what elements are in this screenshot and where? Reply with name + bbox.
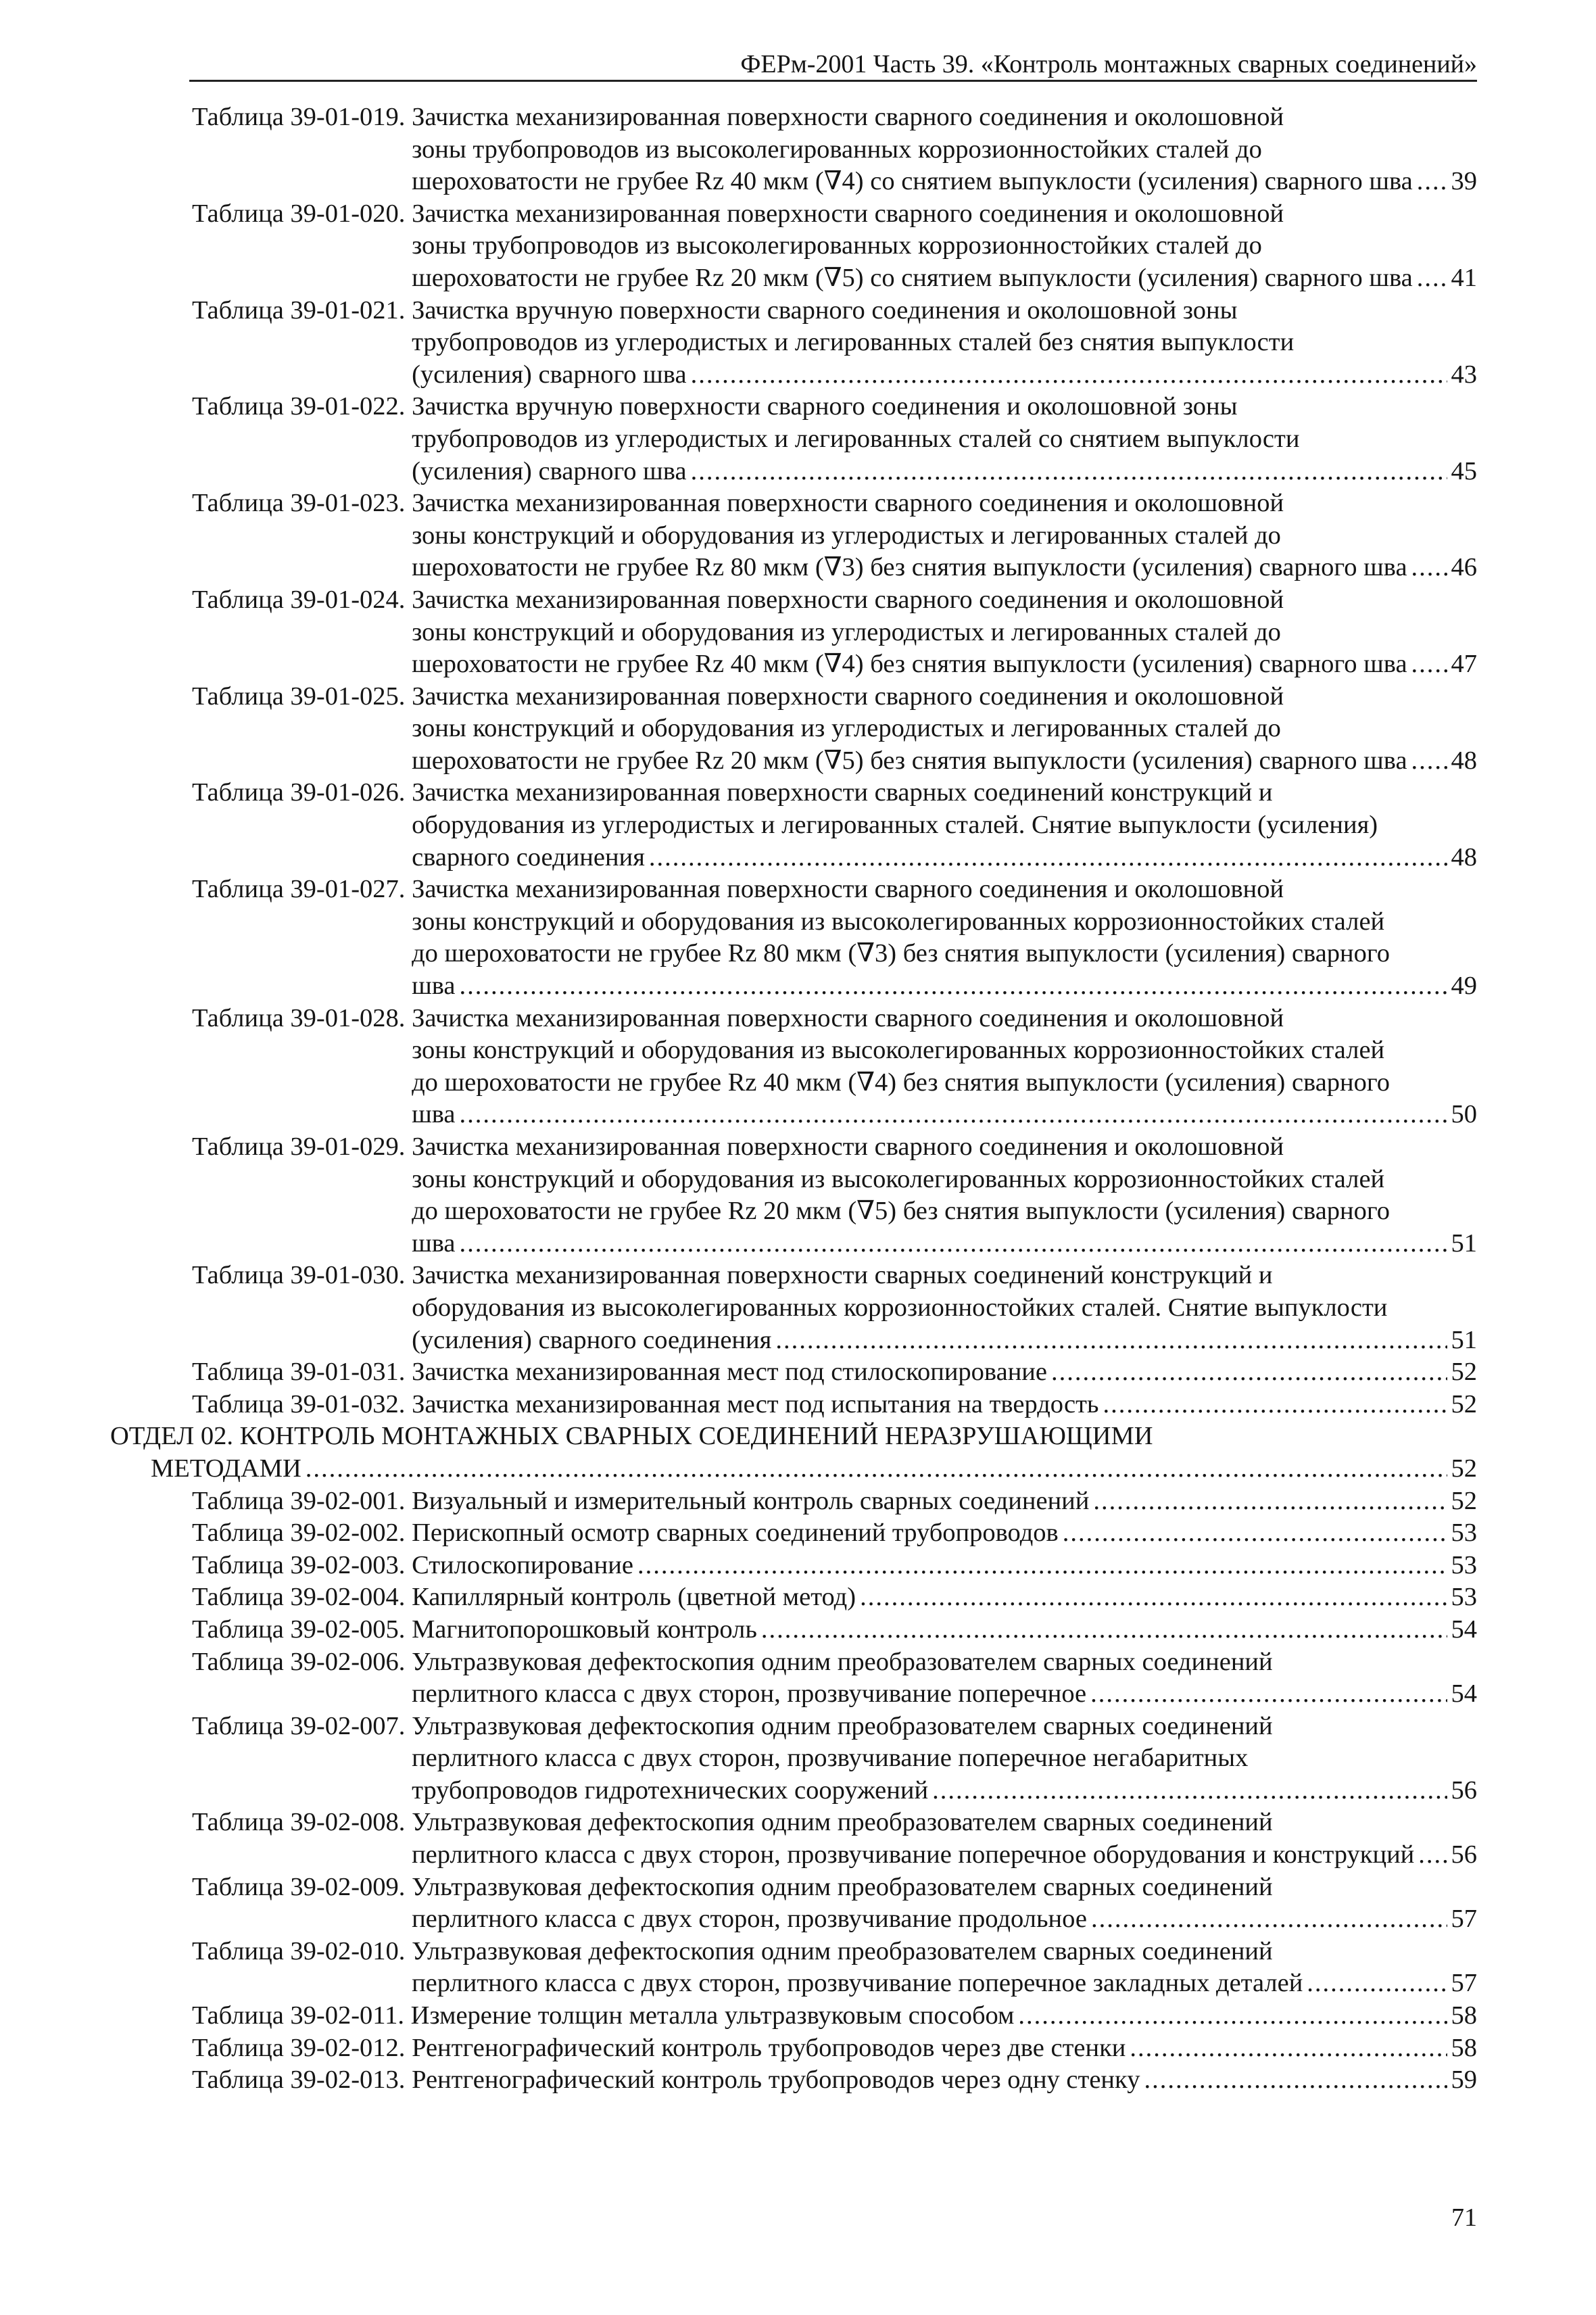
toc-page-number: 52 — [1451, 1358, 1477, 1387]
toc-page-number: 41 — [1451, 263, 1477, 292]
toc-entry-code: Таблица 39-02-010. — [192, 1936, 406, 1965]
toc-entry-line: зоны конструкций и оборудования из углеродистых и легированных сталей до — [412, 521, 1281, 550]
toc-entry-line: шероховатости не грубее Rz 40 мкм (∇4) без снятия выпуклости (усиления) сварного шва — [412, 650, 1407, 679]
toc-entry-code: Таблица 39-01-030. — [192, 1261, 406, 1290]
toc-entry-line: Зачистка механизированная поверхности сварных соединений конструкций и — [412, 1261, 1273, 1290]
toc-page-number: 46 — [1451, 553, 1477, 582]
toc-page-number: 56 — [1451, 1840, 1477, 1869]
toc-table-entry — [110, 295, 1477, 391]
leader-dots — [1307, 1967, 1447, 2000]
toc-entry-last-line — [412, 745, 1477, 778]
toc-entry-last-line — [412, 1324, 1477, 1357]
toc-entry-code: Таблица 39-02-011. — [192, 2001, 404, 2030]
toc-entry-line: трубопроводов из углеродистых и легированных сталей со снятием выпуклости — [412, 424, 1300, 453]
toc-table-entry — [110, 584, 1477, 681]
toc-entry-code: Таблица 39-01-021. — [192, 295, 406, 325]
toc-entry-line: Зачистка вручную поверхности сварного соединения и околошовной зоны — [412, 295, 1238, 325]
toc-entry-line: перлитного класса с двух сторон, прозвучивание поперечное — [412, 1679, 1087, 1709]
toc-entry-last-line — [412, 456, 1477, 488]
toc-table-entry — [110, 2000, 1477, 2032]
toc-page-number: 50 — [1451, 1100, 1477, 1129]
toc-entry-body — [110, 1421, 1477, 1485]
toc-table-entry — [110, 198, 1477, 295]
toc-entry-body — [411, 2000, 1477, 2032]
leader-dots — [1417, 262, 1447, 295]
toc-entry-code: Таблица 39-01-023. — [192, 489, 406, 518]
toc-entry-line: зоны трубопроводов из высоколегированных коррозионностойких сталей до — [412, 231, 1262, 260]
toc-entry-line: Зачистка механизированная поверхности сварного соединения и околошовной — [412, 585, 1284, 614]
toc-entry-line: зоны конструкций и оборудования из высоколегированных коррозионностойких сталей — [412, 1036, 1385, 1065]
toc-entry-line: перлитного класса с двух сторон, прозвучивание поперечное закладных деталей — [412, 1969, 1303, 1998]
toc-table-entry — [110, 1389, 1477, 1421]
toc-page-number: 58 — [1451, 2033, 1477, 2062]
leader-dots — [1411, 745, 1447, 778]
toc-entry-line: Зачистка механизированная мест под стилоскопирование — [412, 1358, 1047, 1387]
toc-entry-body — [412, 198, 1477, 295]
page-number: 71 — [1451, 2203, 1477, 2232]
leader-dots — [1411, 552, 1447, 584]
toc-entry-line: МЕТОДАМИ — [151, 1454, 301, 1483]
toc-entry-last-line — [412, 2032, 1477, 2065]
toc-entry-line: перлитного класса с двух сторон, прозвучивание поперечное негабаритных — [412, 1744, 1249, 1773]
toc-entry-line: зоны конструкций и оборудования из высоколегированных коррозионностойких сталей — [412, 1164, 1385, 1193]
toc-page-number: 56 — [1451, 1775, 1477, 1805]
toc-table-entry — [110, 1581, 1477, 1614]
toc-entry-line: зоны конструкций и оборудования из углеродистых и легированных сталей до — [412, 714, 1281, 743]
toc-table-entry — [110, 777, 1477, 874]
toc-table-entry — [110, 1517, 1477, 1550]
toc-table-entry — [110, 681, 1477, 778]
toc-entry-line: Зачистка механизированная поверхности сварного соединения и околошовной — [412, 682, 1284, 711]
toc-table-entry — [110, 2064, 1477, 2097]
leader-dots — [649, 842, 1447, 874]
leader-dots — [459, 1099, 1447, 1131]
toc-page-number: 48 — [1451, 746, 1477, 775]
toc-entry-body — [412, 584, 1477, 681]
toc-entry-body — [412, 1131, 1477, 1260]
toc-entry-body — [412, 487, 1477, 584]
toc-entry-body — [412, 1517, 1477, 1550]
toc-entry-line: Капиллярный контроль (цветной метод) — [412, 1583, 856, 1612]
toc-entry-body — [412, 295, 1477, 391]
toc-entry-last-line — [412, 970, 1477, 1003]
toc-entry-code: Таблица 39-02-006. — [192, 1647, 406, 1676]
toc-page-number: 57 — [1451, 1969, 1477, 1998]
toc-entry-line: (усиления) сварного шва — [412, 456, 687, 485]
toc-table-entry — [110, 1711, 1477, 1807]
leader-dots — [932, 1775, 1447, 1807]
toc-entry-line: шероховатости не грубее Rz 40 мкм (∇4) со снятием выпуклости (усиления) сварного шва — [412, 167, 1413, 196]
toc-entry-code: Таблица 39-01-019. — [192, 103, 406, 131]
toc-entry-line: Зачистка механизированная поверхности сварного соединения и околошовной — [412, 199, 1284, 228]
toc-entry-body — [412, 1581, 1477, 1614]
toc-page-number: 53 — [1451, 1550, 1477, 1579]
toc-entry-last-line — [412, 1517, 1477, 1550]
toc-page-number: 58 — [1451, 2001, 1477, 2030]
toc-entry-body — [412, 1389, 1477, 1421]
table-of-contents — [110, 101, 1477, 2097]
toc-entry-code: Таблица 39-02-007. — [192, 1711, 406, 1740]
toc-entry-body — [412, 874, 1477, 1002]
toc-entry-line: Зачистка вручную поверхности сварного соединения и околошовной зоны — [412, 392, 1238, 421]
toc-entry-line: Зачистка механизированная поверхности сварного соединения и околошовной — [412, 875, 1284, 904]
toc-entry-last-line — [412, 552, 1477, 584]
toc-entry-line: оборудования из углеродистых и легированных сталей. Снятие выпуклости (усиления) — [412, 811, 1378, 840]
leader-dots — [691, 456, 1447, 488]
toc-entry-line: Зачистка механизированная поверхности сварного соединения и околошовной — [412, 489, 1284, 518]
toc-entry-line: Зачистка механизированная поверхности сварного соединения и околошовной — [412, 103, 1284, 131]
leader-dots — [1418, 1839, 1447, 1871]
toc-entry-line: сварного соединения — [412, 842, 645, 872]
toc-entry-line: (усиления) сварного соединения — [412, 1325, 772, 1354]
toc-table-entry — [110, 391, 1477, 487]
toc-entry-line: шероховатости не грубее Rz 20 мкм (∇5) без снятия выпуклости (усиления) сварного шва — [412, 746, 1407, 775]
toc-entry-line: перлитного класса с двух сторон, прозвучивание поперечное оборудования и конструкций — [412, 1840, 1415, 1869]
toc-table-entry — [110, 2032, 1477, 2065]
toc-entry-code: Таблица 39-02-001. — [192, 1486, 406, 1515]
toc-entry-last-line — [412, 648, 1477, 681]
toc-entry-body — [412, 2032, 1477, 2065]
toc-entry-code: Таблица 39-01-031. — [192, 1358, 406, 1387]
toc-entry-line: Зачистка механизированная поверхности сварных соединений конструкций и — [412, 778, 1273, 807]
toc-entry-last-line — [412, 1581, 1477, 1614]
toc-entry-code: Таблица 39-01-029. — [192, 1132, 406, 1161]
toc-table-entry — [110, 1614, 1477, 1646]
toc-entry-body — [412, 1614, 1477, 1646]
toc-entry-last-line — [412, 1775, 1477, 1807]
toc-table-entry — [110, 1550, 1477, 1582]
toc-table-entry — [110, 1356, 1477, 1389]
toc-table-entry — [110, 1260, 1477, 1356]
toc-page-number: 53 — [1451, 1583, 1477, 1612]
header-rule — [189, 80, 1477, 82]
toc-entry-code: Таблица 39-01-026. — [192, 778, 406, 807]
toc-table-entry — [110, 1003, 1477, 1131]
toc-entry-last-line — [412, 359, 1477, 391]
toc-entry-body — [412, 1356, 1477, 1389]
toc-table-entry — [110, 101, 1477, 198]
toc-entry-body — [412, 1936, 1477, 2000]
toc-page-number: 52 — [1451, 1389, 1477, 1418]
toc-page-number: 43 — [1451, 360, 1477, 389]
toc-table-entry — [110, 1871, 1477, 1936]
toc-entry-code: Таблица 39-01-020. — [192, 199, 406, 228]
toc-entry-line: Рентгенографический контроль трубопроводов через две стенки — [412, 2033, 1126, 2062]
toc-entry-code: Таблица 39-02-008. — [192, 1808, 406, 1837]
toc-entry-line: шва — [412, 972, 456, 1001]
toc-entry-last-line — [412, 1550, 1477, 1582]
toc-entry-last-line — [412, 1967, 1477, 2000]
toc-entry-line: Визуальный и измерительный контроль сварных соединений — [412, 1486, 1090, 1515]
toc-entry-line: ОТДЕЛ 02. КОНТРОЛЬ МОНТАЖНЫХ СВАРНЫХ СОЕДИНЕНИЙ НЕРАЗРУШАЮЩИМИ — [110, 1422, 1153, 1451]
toc-entry-body — [412, 391, 1477, 487]
toc-table-entry — [110, 1485, 1477, 1518]
toc-table-entry — [110, 487, 1477, 584]
leader-dots — [459, 970, 1447, 1003]
leader-dots — [306, 1453, 1447, 1485]
toc-entry-last-line — [411, 2000, 1477, 2032]
toc-entry-code: Таблица 39-02-012. — [192, 2033, 406, 2062]
toc-entry-line: Зачистка механизированная мест под испытания на твердость — [412, 1389, 1099, 1418]
toc-entry-code: Таблица 39-02-005. — [192, 1615, 406, 1644]
toc-page-number: 59 — [1451, 2066, 1477, 2095]
toc-table-entry — [110, 1807, 1477, 1871]
toc-page-number: 52 — [1451, 1486, 1477, 1515]
toc-entry-last-line — [412, 262, 1477, 295]
toc-entry-code: Таблица 39-02-009. — [192, 1872, 406, 1901]
toc-page-number: 57 — [1451, 1905, 1477, 1934]
leader-dots — [1093, 1485, 1447, 1518]
toc-page-number: 47 — [1451, 650, 1477, 679]
toc-entry-line: Зачистка механизированная поверхности сварного соединения и околошовной — [412, 1003, 1284, 1032]
toc-page-number: 51 — [1451, 1325, 1477, 1354]
toc-entry-line: Зачистка механизированная поверхности сварного соединения и околошовной — [412, 1132, 1284, 1161]
toc-entry-line: Ультразвуковая дефектоскопия одним преобразователем сварных соединений — [412, 1872, 1273, 1901]
toc-page-number: 53 — [1451, 1519, 1477, 1548]
leader-dots — [1018, 2000, 1447, 2032]
toc-entry-code: Таблица 39-02-003. — [192, 1550, 406, 1579]
toc-entry-line: шероховатости не грубее Rz 20 мкм (∇5) со снятием выпуклости (усиления) сварного шва — [412, 263, 1413, 292]
toc-section-entry — [110, 1421, 1477, 1485]
leader-dots — [1144, 2064, 1447, 2097]
toc-entry-body — [412, 2064, 1477, 2097]
toc-entry-line: перлитного класса с двух сторон, прозвучивание продольное — [412, 1905, 1087, 1934]
toc-entry-line: до шероховатости не грубее Rz 40 мкм (∇4) без снятия выпуклости (усиления) сварного — [412, 1068, 1390, 1097]
toc-entry-code: Таблица 39-02-002. — [192, 1519, 406, 1548]
leader-dots — [761, 1614, 1447, 1646]
toc-entry-last-line — [412, 1678, 1477, 1711]
leader-dots — [1103, 1389, 1447, 1421]
toc-entry-body — [412, 1260, 1477, 1356]
toc-entry-line: (усиления) сварного шва — [412, 360, 687, 389]
toc-entry-line: зоны трубопроводов из высоколегированных коррозионностойких сталей до — [412, 135, 1262, 164]
toc-entry-body — [412, 1871, 1477, 1936]
toc-page-number: 52 — [1451, 1454, 1477, 1483]
toc-entry-line: Ультразвуковая дефектоскопия одним преобразователем сварных соединений — [412, 1936, 1273, 1965]
toc-table-entry — [110, 1131, 1477, 1260]
leader-dots — [1091, 1903, 1447, 1936]
toc-entry-line: Ультразвуковая дефектоскопия одним преобразователем сварных соединений — [412, 1647, 1273, 1676]
toc-entry-code: Таблица 39-01-028. — [192, 1003, 406, 1032]
toc-entry-body — [412, 1550, 1477, 1582]
toc-entry-code: Таблица 39-02-013. — [192, 2066, 406, 2095]
toc-entry-line: Ультразвуковая дефектоскопия одним преобразователем сварных соединений — [412, 1808, 1273, 1837]
toc-entry-line: Рентгенографический контроль трубопроводов через одну стенку — [412, 2066, 1140, 2095]
toc-entry-body — [412, 681, 1477, 778]
toc-entry-body — [412, 101, 1477, 198]
toc-entry-line: шероховатости не грубее Rz 80 мкм (∇3) без снятия выпуклости (усиления) сварного шва — [412, 553, 1407, 582]
leader-dots — [459, 1228, 1447, 1260]
toc-entry-code: Таблица 39-01-025. — [192, 682, 406, 711]
toc-entry-body — [412, 1646, 1477, 1711]
leader-dots — [1090, 1678, 1447, 1711]
leader-dots — [637, 1550, 1447, 1582]
leader-dots — [1130, 2032, 1447, 2065]
leader-dots — [860, 1581, 1447, 1614]
toc-page-number: 54 — [1451, 1679, 1477, 1709]
toc-entry-line: Перископный осмотр сварных соединений трубопроводов — [412, 1519, 1059, 1548]
toc-entry-line: до шероховатости не грубее Rz 20 мкм (∇5) без снятия выпуклости (усиления) сварного — [412, 1197, 1390, 1226]
toc-entry-code: Таблица 39-01-032. — [192, 1389, 406, 1418]
toc-entry-last-line — [412, 1228, 1477, 1260]
toc-entry-line: зоны конструкций и оборудования из высоколегированных коррозионностойких сталей — [412, 907, 1385, 936]
toc-table-entry — [110, 874, 1477, 1002]
toc-entry-last-line — [412, 1389, 1477, 1421]
toc-entry-body — [412, 1485, 1477, 1518]
toc-entry-last-line — [412, 842, 1477, 874]
toc-entry-code: Таблица 39-01-022. — [192, 392, 406, 421]
toc-page-number: 49 — [1451, 972, 1477, 1001]
toc-entry-last-line — [412, 2064, 1477, 2097]
toc-entry-body — [412, 1711, 1477, 1807]
leader-dots — [1063, 1517, 1447, 1550]
toc-page-number: 54 — [1451, 1615, 1477, 1644]
toc-entry-last-line — [412, 1839, 1477, 1871]
leader-dots — [691, 359, 1447, 391]
toc-entry-line: трубопроводов из углеродистых и легированных сталей без снятия выпуклости — [412, 328, 1295, 357]
toc-entry-last-line — [412, 166, 1477, 198]
leader-dots — [1417, 166, 1447, 198]
toc-entry-line: Измерение толщин металла ультразвуковым способом — [410, 2001, 1015, 2030]
toc-entry-last-line — [110, 1453, 1477, 1485]
toc-entry-line: до шероховатости не грубее Rz 80 мкм (∇3) без снятия выпуклости (усиления) сварного — [412, 939, 1390, 968]
running-header: ФЕРм-2001 Часть 39. «Контроль монтажных сварных соединений» — [740, 50, 1477, 78]
toc-entry-last-line — [412, 1356, 1477, 1389]
toc-entry-code: Таблица 39-01-024. — [192, 585, 406, 614]
toc-page-number: 39 — [1451, 167, 1477, 196]
toc-entry-line: Ультразвуковая дефектоскопия одним преобразователем сварных соединений — [412, 1711, 1273, 1740]
leader-dots — [775, 1324, 1447, 1357]
toc-entry-line: оборудования из высоколегированных коррозионностойких сталей. Снятие выпуклости — [412, 1293, 1388, 1322]
leader-dots — [1411, 648, 1447, 681]
toc-entry-body — [412, 1807, 1477, 1871]
toc-entry-last-line — [412, 1614, 1477, 1646]
toc-entry-line: Стилоскопирование — [412, 1550, 633, 1579]
toc-entry-last-line — [412, 1903, 1477, 1936]
toc-page-number: 45 — [1451, 456, 1477, 485]
toc-table-entry — [110, 1646, 1477, 1711]
toc-page-number: 51 — [1451, 1228, 1477, 1258]
toc-entry-body — [412, 1003, 1477, 1131]
toc-entry-line: зоны конструкций и оборудования из углеродистых и легированных сталей до — [412, 617, 1281, 646]
toc-entry-last-line — [412, 1485, 1477, 1518]
toc-page-number: 48 — [1451, 842, 1477, 872]
toc-entry-last-line — [412, 1099, 1477, 1131]
toc-entry-line: трубопроводов гидротехнических сооружений — [412, 1775, 929, 1805]
toc-table-entry — [110, 1936, 1477, 2000]
toc-entry-line: шва — [412, 1100, 456, 1129]
toc-entry-code: Таблица 39-01-027. — [192, 875, 406, 904]
toc-entry-line: Магнитопорошковый контроль — [412, 1615, 757, 1644]
toc-entry-code: Таблица 39-02-004. — [192, 1583, 406, 1612]
toc-entry-line: шва — [412, 1228, 456, 1258]
leader-dots — [1051, 1356, 1447, 1389]
toc-entry-body — [412, 777, 1477, 874]
